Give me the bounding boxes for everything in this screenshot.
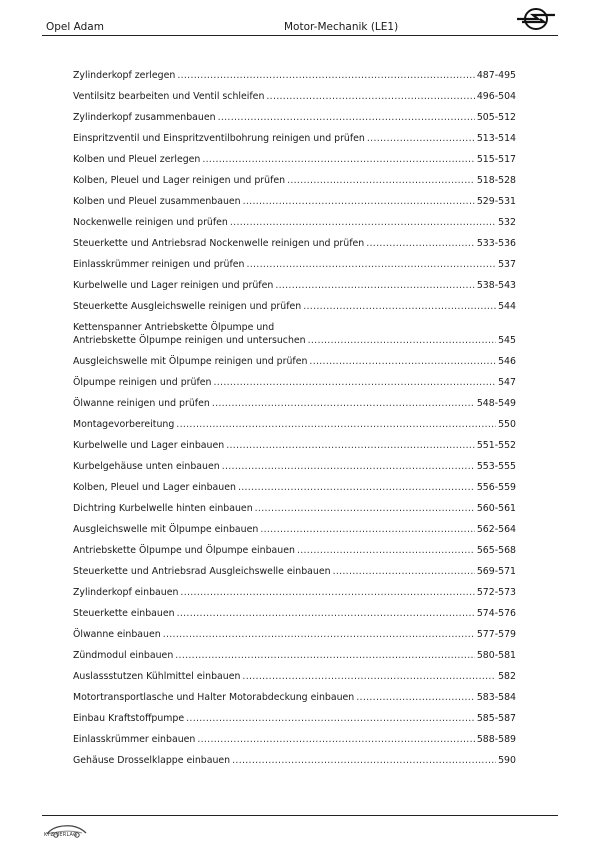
car-logo-icon: [44, 818, 88, 844]
dot-leader: [303, 300, 496, 313]
footer-divider: [42, 815, 558, 816]
toc-entry-title: Ventilsitz bearbeiten und Ventil schleifen: [73, 91, 265, 102]
toc-entry-title: Ausgleichswelle mit Ölpumpe einbauen: [73, 524, 259, 535]
toc-entry-pages: 583-584: [476, 692, 516, 703]
toc-entry: [73, 397, 516, 410]
toc-entry: [73, 691, 516, 704]
toc-entry: [73, 754, 516, 767]
toc-entry-title-line1: Kettenspanner Antriebskette Ölpumpe und: [73, 322, 275, 333]
toc-entry-title: Steuerkette und Antriebsrad Ausgleichswelle einbauen: [73, 566, 331, 577]
toc-entry-pages: 577-579: [476, 629, 516, 640]
toc-entry-title: Antriebskette Ölpumpe und Ölpumpe einbauen: [73, 545, 295, 556]
toc-entry: [73, 712, 516, 725]
toc-entry-title: Ölpumpe reinigen und prüfen: [73, 377, 212, 388]
toc-entry-pages: 538-543: [476, 280, 516, 291]
dot-leader: [222, 460, 475, 473]
dot-leader: [214, 376, 497, 389]
toc-entry-pages: 553-555: [476, 461, 516, 472]
toc-entry: [73, 279, 516, 292]
toc-entry-pages: 562-564: [476, 524, 516, 535]
toc-entry-title: Einspritzventil und Einspritzventilbohrung reinigen und prüfen: [73, 133, 365, 144]
dot-leader: [266, 90, 474, 103]
toc-entry: [73, 670, 516, 683]
toc-entry: [73, 153, 516, 166]
toc-entry-title: Zylinderkopf zusammenbauen: [73, 112, 216, 123]
toc-entry-pages: 487-495: [476, 70, 516, 81]
toc-entry-pages: 496-504: [476, 91, 516, 102]
toc-entry-pages: 569-571: [476, 566, 516, 577]
header-model: Opel Adam: [46, 21, 104, 33]
toc-entry: [73, 69, 516, 82]
toc-entry-title: Dichtring Kurbelwelle hinten einbauen: [73, 503, 253, 514]
dot-leader: [226, 439, 475, 452]
dot-leader: [356, 691, 475, 704]
dot-leader: [297, 544, 475, 557]
toc-entry-pages: 547: [498, 377, 516, 388]
toc-entry-title: Ölwanne reinigen und prüfen: [73, 398, 210, 409]
toc-entry: [73, 258, 516, 271]
toc-entry-pages: 529-531: [476, 196, 516, 207]
dot-leader: [243, 195, 475, 208]
toc-entry: [73, 628, 516, 641]
toc-entry-pages: 505-512: [476, 112, 516, 123]
dot-leader: [308, 334, 496, 347]
toc-entry-title: Kurbelwelle und Lager reinigen und prüfen: [73, 280, 274, 291]
header-section: Motor-Mechanik (LE1): [284, 21, 399, 33]
toc-entry: [73, 300, 516, 313]
dot-leader: [218, 111, 475, 124]
toc-entry: [73, 355, 516, 368]
toc-entry-pages: 580-581: [476, 650, 516, 661]
dot-leader: [180, 586, 474, 599]
toc-entry: [73, 439, 516, 452]
dot-leader: [230, 216, 496, 229]
toc-entry: [73, 460, 516, 473]
toc-entry-pages: 574-576: [476, 608, 516, 619]
toc-entry-title: Kurbelgehäuse unten einbauen: [73, 461, 220, 472]
toc-entry-title: Zündmodul einbauen: [73, 650, 174, 661]
toc-entry-title: Steuerkette und Antriebsrad Nockenwelle reinigen und prüfen: [73, 238, 365, 249]
toc-entry-title: Gehäuse Drosselklappe einbauen: [73, 755, 231, 766]
dot-leader: [367, 132, 475, 145]
dot-leader: [177, 69, 474, 82]
dot-leader: [197, 733, 474, 746]
dot-leader: [176, 418, 496, 431]
toc-entry: [73, 195, 516, 208]
publisher-name: KFZ-VERLAG: [44, 832, 78, 838]
toc-entry-pages: 518-528: [476, 175, 516, 186]
dot-leader: [232, 754, 496, 767]
toc-entry: [73, 523, 516, 536]
header-divider: [42, 35, 558, 36]
dot-leader: [255, 502, 475, 515]
dot-leader: [260, 523, 475, 536]
dot-leader: [175, 649, 475, 662]
toc-entry-pages: 565-568: [476, 545, 516, 556]
toc-entry-title: Kolben, Pleuel und Lager einbauen: [73, 482, 236, 493]
toc-entry-pages: 551-552: [476, 440, 516, 451]
toc-entry: [73, 376, 516, 389]
toc-entry-title: Nockenwelle reinigen und prüfen: [73, 217, 228, 228]
toc-entry-pages: 546: [498, 356, 516, 367]
toc-entry-title: Zylinderkopf zerlegen: [73, 70, 176, 81]
toc-entry: [73, 132, 516, 145]
toc-entry: [73, 216, 516, 229]
toc-entry: [73, 321, 516, 347]
toc-entry: [73, 174, 516, 187]
toc-entry: [73, 607, 516, 620]
dot-leader: [366, 237, 475, 250]
toc-entry-title: Antriebskette Ölpumpe reinigen und untersuchen: [73, 335, 306, 346]
toc-entry: [73, 544, 516, 557]
toc-entry-pages: 515-517: [476, 154, 516, 165]
toc-entry: [73, 586, 516, 599]
toc-entry: [73, 237, 516, 250]
toc-entry-title: Einlasskrümmer einbauen: [73, 734, 196, 745]
toc-entry-pages: 532: [498, 217, 516, 228]
opel-logo-icon: [516, 6, 556, 32]
dot-leader: [202, 153, 474, 166]
toc-entry-pages: 588-589: [476, 734, 516, 745]
toc-entry-title: Auslassstutzen Kühlmittel einbauen: [73, 671, 241, 682]
toc-entry-pages: 550: [498, 419, 516, 430]
page-header: [42, 18, 558, 34]
dot-leader: [186, 712, 475, 725]
toc-entry-pages: 513-514: [476, 133, 516, 144]
toc-entry: [73, 481, 516, 494]
toc-entry-pages: 548-549: [476, 398, 516, 409]
toc-entry: [73, 502, 516, 515]
toc-entry-pages: 560-561: [476, 503, 516, 514]
toc-entry-title: Ausgleichswelle mit Ölpumpe reinigen und prüfen: [73, 356, 308, 367]
dot-leader: [212, 397, 475, 410]
dot-leader: [309, 355, 496, 368]
dot-leader: [333, 565, 475, 578]
toc-entry-pages: 590: [498, 755, 516, 766]
toc-entry: [73, 565, 516, 578]
toc-entry: [73, 90, 516, 103]
toc-entry-title: Steuerkette einbauen: [73, 608, 175, 619]
toc-entry-title: Montagevorbereitung: [73, 419, 175, 430]
dot-leader: [177, 607, 475, 620]
toc-entry-pages: 544: [498, 301, 516, 312]
toc-entry-title: Kurbelwelle und Lager einbauen: [73, 440, 225, 451]
toc-entry-title: Kolben und Pleuel zerlegen: [73, 154, 201, 165]
toc-entry-pages: 572-573: [476, 587, 516, 598]
toc-entry-title: Kolben, Pleuel und Lager reinigen und prüfen: [73, 175, 286, 186]
toc-entry-title: Einlasskrümmer reinigen und prüfen: [73, 259, 245, 270]
toc-entry-pages: 537: [498, 259, 516, 270]
table-of-contents: [73, 69, 516, 767]
toc-entry-pages: 585-587: [476, 713, 516, 724]
toc-entry: [73, 649, 516, 662]
toc-entry-title: Ölwanne einbauen: [73, 629, 161, 640]
dot-leader: [242, 670, 496, 683]
toc-entry: [73, 111, 516, 124]
dot-leader: [163, 628, 475, 641]
toc-entry-title: Steuerkette Ausgleichswelle reinigen und prüfen: [73, 301, 302, 312]
toc-entry-title: Zylinderkopf einbauen: [73, 587, 179, 598]
toc-entry-pages: 582: [498, 671, 516, 682]
toc-entry: [73, 733, 516, 746]
toc-entry-pages: 533-536: [476, 238, 516, 249]
toc-entry-title: Einbau Kraftstoffpumpe: [73, 713, 185, 724]
toc-entry-title: Kolben und Pleuel zusammenbauen: [73, 196, 241, 207]
toc-entry-title: Motortransportlasche und Halter Motorabdeckung einbauen: [73, 692, 355, 703]
dot-leader: [275, 279, 475, 292]
toc-entry-pages: 556-559: [476, 482, 516, 493]
dot-leader: [246, 258, 496, 271]
toc-entry: [73, 418, 516, 431]
dot-leader: [238, 481, 475, 494]
toc-entry-pages: 545: [498, 335, 516, 346]
dot-leader: [287, 174, 475, 187]
